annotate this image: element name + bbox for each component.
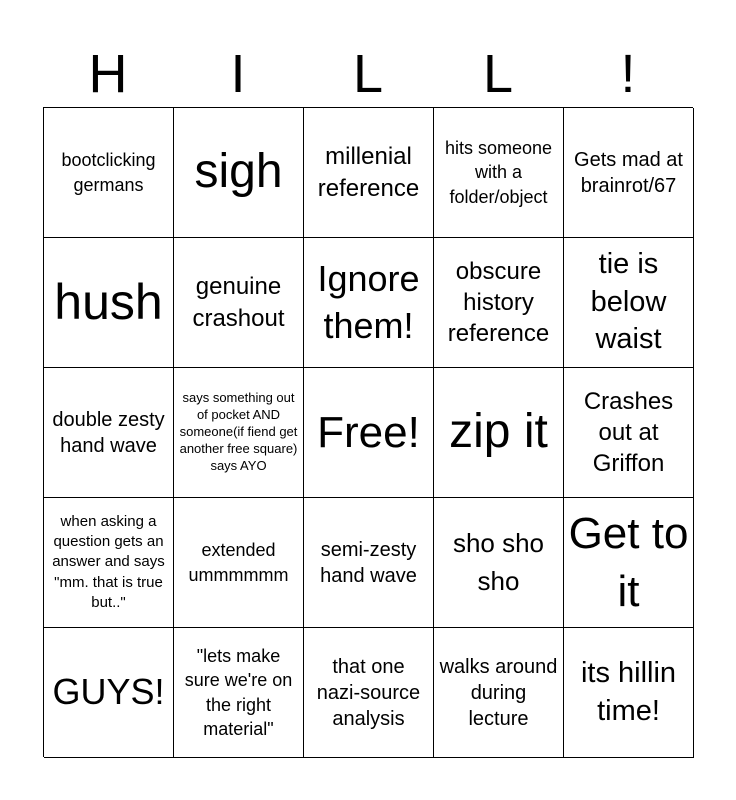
cell-text: millenial reference bbox=[317, 143, 420, 202]
cell-text: obscure history reference bbox=[447, 257, 550, 348]
cell-text: hush bbox=[54, 274, 163, 330]
bingo-cell[interactable] bbox=[44, 238, 174, 368]
cell-text: GUYS! bbox=[52, 671, 165, 713]
bingo-cell[interactable] bbox=[434, 238, 564, 368]
bingo-cell[interactable] bbox=[174, 368, 304, 498]
bingo-board bbox=[43, 107, 693, 757]
bingo-cell[interactable] bbox=[174, 498, 304, 628]
cell-text: Crashes out at Griffon bbox=[583, 387, 674, 478]
bingo-cell[interactable] bbox=[564, 368, 694, 498]
bingo-cell[interactable] bbox=[304, 108, 434, 238]
cell-text: semi-zesty hand wave bbox=[320, 538, 417, 587]
header-letter-exclaim: ! bbox=[620, 44, 636, 104]
bingo-cell[interactable] bbox=[44, 498, 174, 628]
cell-text: Ignore them! bbox=[317, 257, 420, 346]
header-letter-i: I bbox=[230, 44, 246, 104]
bingo-cell[interactable] bbox=[304, 498, 434, 628]
cell-text: double zesty hand wave bbox=[52, 408, 165, 457]
bingo-cell[interactable] bbox=[304, 238, 434, 368]
bingo-cell[interactable] bbox=[564, 628, 694, 758]
cell-text: bootclicking germans bbox=[61, 150, 156, 195]
header-letter-l1: L bbox=[352, 44, 384, 104]
cell-text: walks around during lecture bbox=[439, 655, 558, 730]
cell-text: when asking a question gets an answer and says "mm. that is true but.." bbox=[52, 512, 165, 611]
cell-text: its hillin time! bbox=[580, 656, 677, 727]
cell-text: Gets mad at brainrot/67 bbox=[574, 148, 683, 197]
bingo-cell[interactable] bbox=[564, 498, 694, 628]
bingo-cell[interactable] bbox=[174, 108, 304, 238]
bingo-cell[interactable] bbox=[304, 368, 434, 498]
bingo-cell[interactable] bbox=[44, 368, 174, 498]
cell-text: sigh bbox=[194, 145, 283, 199]
cell-text: Get to it bbox=[568, 509, 689, 616]
bingo-cell[interactable] bbox=[434, 368, 564, 498]
bingo-cell[interactable] bbox=[564, 108, 694, 238]
header-letter-l2: L bbox=[482, 44, 514, 104]
cell-text: says something out of pocket AND someone(if fiend get another free square) says AYO bbox=[179, 390, 298, 473]
cell-text: sho sho sho bbox=[452, 527, 545, 596]
bingo-cell[interactable] bbox=[564, 238, 694, 368]
bingo-cell[interactable] bbox=[174, 238, 304, 368]
bingo-cell[interactable] bbox=[434, 108, 564, 238]
bingo-cell[interactable] bbox=[434, 628, 564, 758]
free-space-text: Free! bbox=[317, 407, 420, 457]
cell-text: tie is below waist bbox=[590, 247, 667, 356]
cell-text: genuine crashout bbox=[192, 273, 285, 332]
cell-text: that one nazi-source analysis bbox=[316, 655, 421, 730]
cell-text: zip it bbox=[449, 405, 548, 459]
cell-text: "lets make sure we're on the right material" bbox=[184, 645, 293, 739]
bingo-cell[interactable] bbox=[174, 628, 304, 758]
bingo-cell[interactable] bbox=[434, 498, 564, 628]
cell-text: extended ummmmmm bbox=[188, 540, 289, 585]
bingo-cell[interactable] bbox=[304, 628, 434, 758]
header-letter-h: H bbox=[88, 44, 128, 104]
cell-text: hits someone with a folder/object bbox=[444, 138, 553, 207]
bingo-header bbox=[43, 40, 693, 108]
bingo-cell[interactable] bbox=[44, 108, 174, 238]
bingo-cell[interactable] bbox=[44, 628, 174, 758]
